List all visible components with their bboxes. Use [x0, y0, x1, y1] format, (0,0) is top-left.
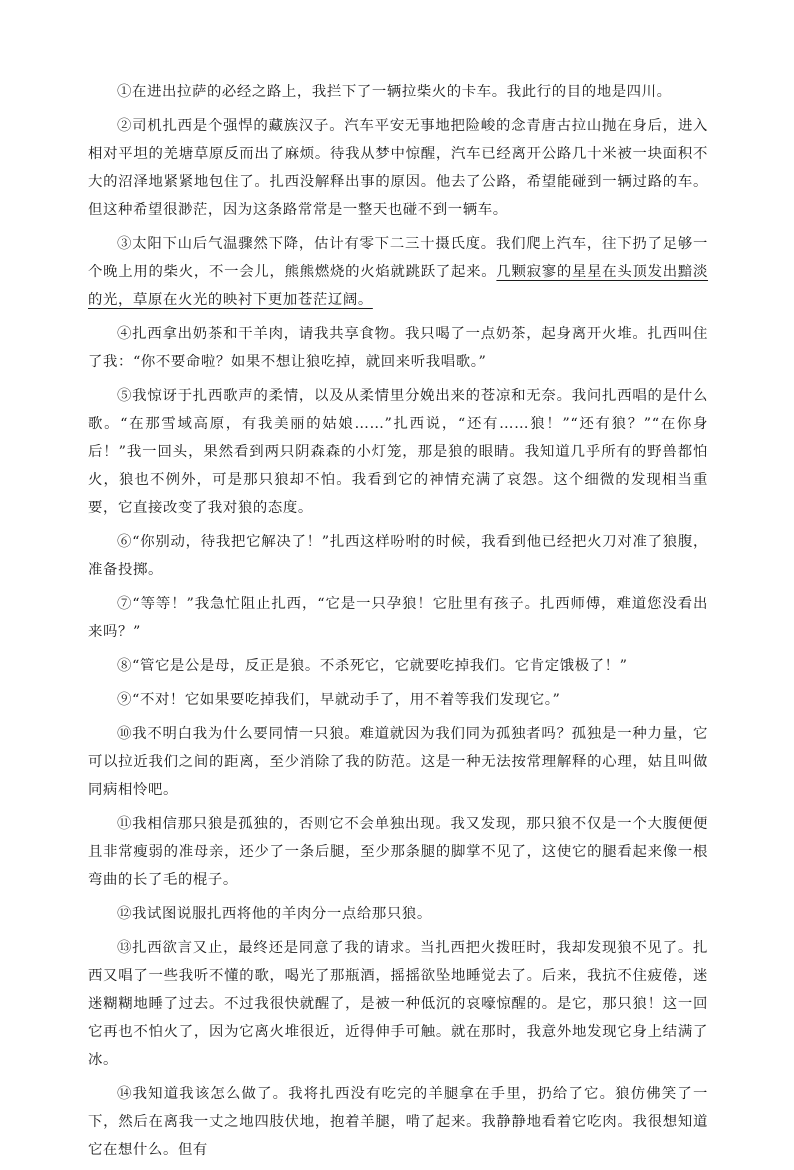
paragraph-12: ⑫我试图说服扎西将他的羊肉分一点给那只狼。	[117, 906, 432, 922]
paragraph-3-underlined-sentence: 几颗寂寥的星星在头顶发出黯淡的光，草原在火光的映衬下更加苍茫辽阔。	[88, 264, 709, 308]
paragraph-7: ⑦“等等！”我急忙阻止扎西，“它是一只孕狼！它肚里有孩子。扎西师傅，难道您没看出来吗？”	[88, 596, 708, 640]
paragraph-2: ②司机扎西是个强悍的藏族汉子。汽车平安无事地把险峻的念青唐古拉山抛在身后，进入相对平坦的羌塘草原反而出了麻烦。待我从梦中惊醒，汽车已经离开公路几十米被一块面积不大的沼泽地紧紧地包住了。扎西没解释出事的原因。他去了公路，希望能碰到一辆过路的车。但这种希望很渺茫，因为这条路常常是一整天也碰不到一辆车。	[88, 118, 708, 218]
paragraph-14: ⑭我知道我该怎么做了。我将扎西没有吃完的羊腿拿在手里，扔给了它。狼仿佛笑了一下，然后在离我一丈之地四肢伏地，抱着羊腿，啃了起来。我静静地看着它吃肉。我很想知道它在想什么。但有	[88, 1086, 708, 1158]
paragraph-4: ④扎西拿出奶茶和干羊肉，请我共享食物。我只喝了一点奶茶，起身离开火堆。扎西叫住了我：“你不要命啦？如果不想让狼吃掉，就回来听我唱歌。”	[88, 326, 708, 370]
paragraph-11: ⑪我相信那只狼是孤独的，否则它不会单独出现。我又发现，那只狼不仅是一个大腹便便且非常瘦弱的准母亲，还少了一条后腿，至少那条腿的脚掌不见了，这使它的腿看起来像一根弯曲的长了毛的棍子。	[88, 816, 708, 888]
paragraph-3-text: ③太阳下山后气温骤然下降，估计有零下二三十摄氏度。我们爬上汽车，往下扔了足够一个晚上用的柴火，不一会儿，熊熊燃烧的火焰就跳跃了起来。	[88, 236, 708, 280]
document-page	[88, 78, 708, 1170]
paragraph-3	[88, 230, 708, 314]
paragraph-9: ⑨“不对！它如果要吃掉我们，早就动手了，用不着等我们发现它。”	[117, 692, 561, 708]
paragraph-5: ⑤我惊讶于扎西歌声的柔情，以及从柔情里分娩出来的苍凉和无奈。我问扎西唱的是什么歌。“在那雪域高原，有我美丽的姑娘……”扎西说，“还有……狼！”“还有狼？”“在你身后！”我一回头，果然看到两只阴森森的小灯笼，那是狼的眼睛。我知道几乎所有的野兽都怕火，狼也不例外，可是那只狼却不怕。我看到它的神情充满了哀怨。这个细微的发现相当重要，它直接改变了我对狼的态度。	[88, 388, 708, 516]
paragraph-8: ⑧“管它是公是母，反正是狼。不杀死它，它就要吃掉我们。它肯定饿极了！”	[117, 658, 628, 674]
paragraph-6: ⑥“你别动，待我把它解决了！”扎西这样吩咐的时候，我看到他已经把火刀对准了狼腹，准备投掷。	[88, 534, 708, 578]
paragraph-10: ⑩我不明白我为什么要同情一只狼。难道就因为我们同为孤独者吗？孤独是一种力量，它可以拉近我们之间的距离，至少消除了我的防范。这是一种无法按常理解释的心理，姑且叫做同病相怜吧。	[88, 726, 708, 798]
paragraph-1: ①在进出拉萨的必经之路上，我拦下了一辆拉柴火的卡车。我此行的目的地是四川。	[117, 84, 672, 100]
paragraph-13: ⑬扎西欲言又止，最终还是同意了我的请求。当扎西把火拨旺时，我却发现狼不见了。扎西又唱了一些我听不懂的歌，喝光了那瓶酒，摇摇欲坠地睡觉去了。后来，我抗不住疲倦，迷迷糊糊地睡了过去。不过我很快就醒了，是被一种低沉的哀嚎惊醒的。是它，那只狼！这一回它再也不怕火了，因为它离火堆很近，近得伸手可触。就在那时，我意外地发现它身上结满了冰。	[88, 940, 708, 1068]
